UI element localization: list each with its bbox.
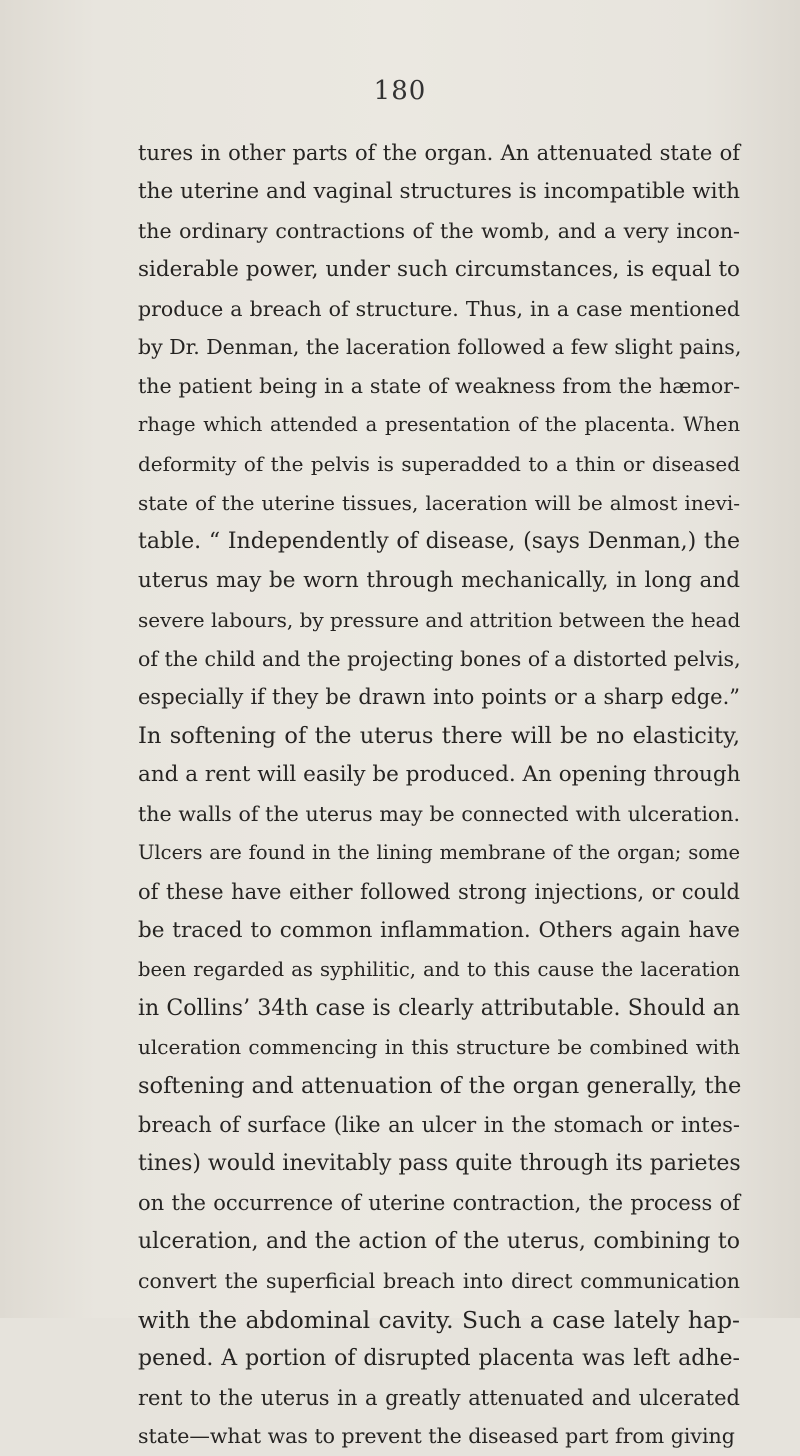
text-line: the uterine and vaginal structures is incompatible with [138,178,740,204]
text-line: rent to the uterus in a greatly attenuated and ulcerated [138,1385,740,1410]
text-line: softening and attenuation of the organ generally, the [138,1073,742,1100]
text-line: siderable power, under such circumstances, is equal to [138,256,740,282]
page-number: 180 [373,76,427,106]
text-line: tines) would inevitably pass quite through its parietes [138,1151,741,1177]
text-line: pened. A portion of disrupted placenta was left adhe- [138,1345,740,1371]
text-line: especially if they be drawn into points or a sharp edge.” [138,685,740,710]
text-line: In softening of the uterus there will be no elasticity, [138,723,740,750]
text-line: be traced to common inflammation. Others again have [138,917,740,943]
text-line: convert the superficial breach into direct communication [138,1268,740,1293]
text-line: tures in other parts of the organ. An attenuated state of [138,141,740,165]
text-line: of these have either followed strong injections, or could [138,879,740,904]
text-line: in Collins’ 34th case is clearly attributable. Should an [138,995,740,1021]
text-line: deformity of the pelvis is superadded to a thin or diseased [138,452,740,477]
text-line: and a rent will easily be produced. An opening through [138,762,741,788]
text-line: with the abdominal cavity. Such a case lately hap- [138,1305,740,1334]
text-line: rhage which attended a presentation of the placenta. When [138,413,740,437]
text-line: of the child and the projecting bones of a distorted pelvis, [138,646,741,671]
body-text [138,134,740,1456]
text-line: on the occurrence of uterine contraction, the process of [138,1191,740,1216]
text-line: ulceration, and the action of the uterus, combining to [138,1228,740,1254]
text-line: state of the uterine tissues, laceration will be almost inevi- [138,491,740,516]
text-line: table. “ Independently of disease, (says Denman,) the [138,528,740,554]
text-line: by Dr. Denman, the laceration followed a few slight pains, [138,335,742,360]
text-line: the walls of the uterus may be connected with ulceration. [138,802,740,827]
text-line: been regarded as syphilitic, and to this cause the laceration [138,957,740,981]
text-line: Ulcers are found in the lining membrane of the organ; some [138,841,740,865]
text-line: uterus may be worn through mechanically, in long and [138,567,740,593]
text-line: produce a breach of structure. Thus, in a case mentioned [138,296,740,321]
text-line: the patient being in a state of weakness from the hæmor- [138,374,740,399]
text-line: severe labours, by pressure and attrition between the head [138,607,741,632]
text-line: ulceration commencing in this structure be combined with [138,1035,740,1060]
text-line: the ordinary contractions of the womb, and a very incon- [138,218,740,243]
text-line: state—what was to prevent the diseased part from giving [138,1424,735,1449]
text-line: breach of surface (like an ulcer in the stomach or intes- [138,1113,740,1138]
